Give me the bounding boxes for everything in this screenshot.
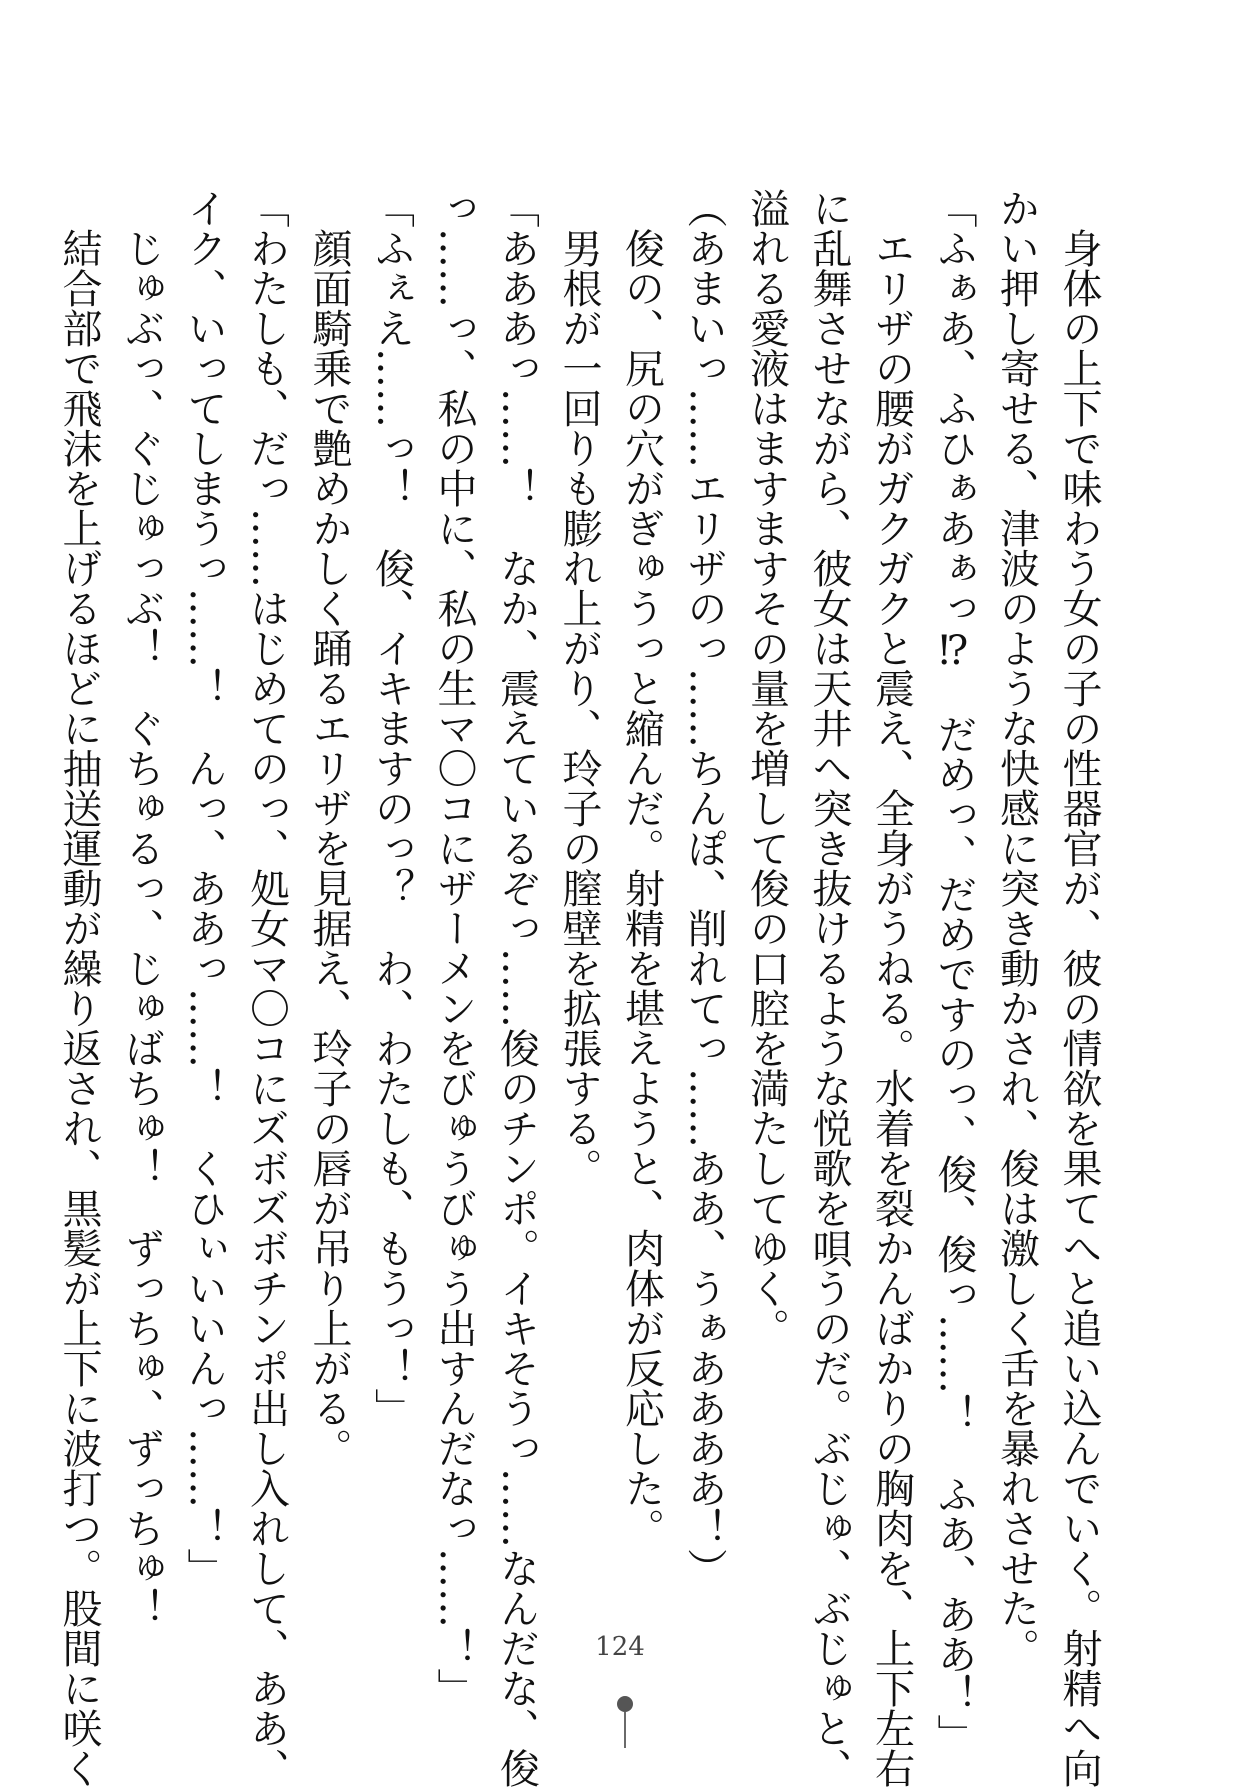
text-line-17: 結合部で飛沫を上げるほどに抽送運動が繰り返され、黒髪が上下に波打つ。股間に咲く: [56, 188, 102, 1788]
text-line-8: 俊の、尻の穴がぎゅうっと縮んだ。射精を堪えようと、肉体が反応した。: [618, 188, 665, 1548]
text-line-9: 男根が一回りも膨れ上がり、玲子の膣壁を拡張する。: [556, 188, 602, 1188]
text-line-13: 顔面騎乗で艶めかしく踊るエリザを見据え、玲子の唇が吊り上がる。: [306, 188, 352, 1468]
text-line-1: 身体の上下で味わう女の子の性器官が、彼の情欲を果てへと追い込んでいく。射精へ向: [1056, 188, 1102, 1788]
text-line-5: に乱舞させながら、彼女は天井へ突き抜けるような悦歌を唄うのだ。ぶじゅ、ぶじゅと、: [806, 188, 852, 1788]
text-line-7: （あまいっ……エリザのっ……ちんぽ、削れてっ……ああ、うぁああああ！）: [681, 188, 727, 1588]
text-line-14: 「わたしも、だっ……はじめてのっ、処女マ〇コにズボズボチンポ出し入れして、ああ、: [243, 188, 290, 1788]
text-line-12: 「ふぇえ……っ！ 俊、イキますのっ？ わ、わたしも、もうっ！」: [368, 188, 415, 1428]
text-line-2: かい押し寄せる、津波のような快感に突き動かされ、俊は激しく舌を暴れさせた。: [993, 188, 1040, 1668]
text-line-15: イク、いってしまうっ……！ んっ、ああっ……！ くひぃいいんっ……！」: [181, 188, 227, 1588]
text-line-3: 「ふぁあ、ふひぁあぁっ⁉ だめっ、だめですのっ、俊、俊っ……！ ふあ、ああ！」: [931, 188, 977, 1754]
page-marker-line: [624, 1712, 626, 1748]
page-marker-dot: [617, 1696, 633, 1712]
page-number: 124: [595, 1632, 645, 1662]
text-line-6: 溢れる愛液はますますその量を増して俊の口腔を満たしてゆく。: [743, 188, 790, 1348]
text-line-16: じゅぶっ、ぐじゅっぶ！ ぐちゅるっ、じゅばちゅ！ ずっちゅ、ずっちゅ！: [118, 188, 165, 1628]
text-line-10: 「あああっ……！ なか、震えているぞっ……俊のチンポ。イキそうっ……なんだな、俊: [493, 188, 540, 1788]
text-line-4: エリザの腰がガクガクと震え、全身がうねる。水着を裂かんばかりの胸肉を、上下左右: [868, 188, 915, 1788]
text-line-11: っ……っ、私の中に、私の生マ〇コにザーメンをびゅうびゅう出すんだなっ……！」: [431, 188, 477, 1708]
